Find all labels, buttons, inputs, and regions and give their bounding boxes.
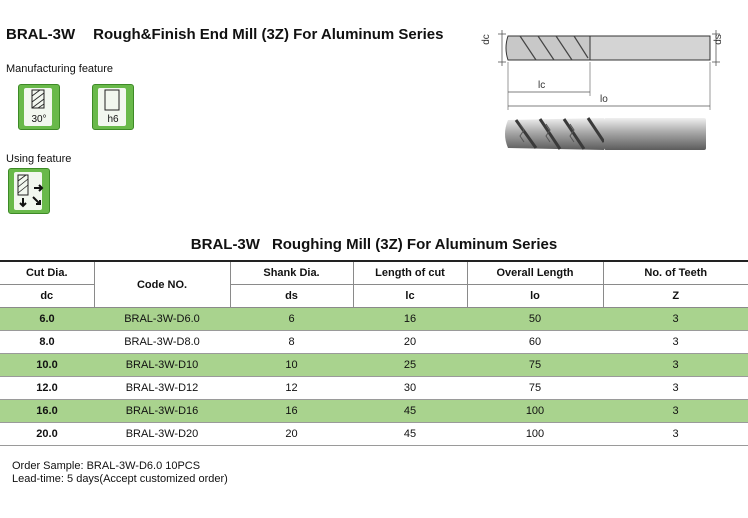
end-mill-photo (500, 112, 710, 156)
col-header-teeth: No. of Teeth (603, 261, 748, 285)
dim-dc-label: dc (480, 34, 492, 45)
manufacturing-feature-label: Manufacturing feature (6, 63, 114, 75)
cell-overall-length: 75 (467, 354, 603, 377)
cell-teeth: 3 (603, 423, 748, 446)
symbol-z: Z (603, 285, 748, 308)
cell-length-of-cut: 16 (353, 308, 467, 331)
dim-lc-label: lc (538, 80, 546, 91)
cell-shank-dia: 10 (230, 354, 353, 377)
cell-cut-dia: 8.0 (0, 331, 94, 354)
shank-tolerance-caption: h6 (107, 114, 119, 125)
cell-shank-dia: 8 (230, 331, 353, 354)
col-header-length-of-cut: Length of cut (353, 261, 467, 285)
cell-length-of-cut: 45 (353, 423, 467, 446)
cell-cut-dia: 10.0 (0, 354, 94, 377)
cell-length-of-cut: 25 (353, 354, 467, 377)
cell-length-of-cut: 45 (353, 400, 467, 423)
order-sample-text: Order Sample: BRAL-3W-D6.0 10PCS (12, 460, 201, 472)
cell-overall-length: 100 (467, 423, 603, 446)
cell-cut-dia: 6.0 (0, 308, 94, 331)
col-header-code-no: Code NO. (94, 261, 230, 308)
table-title-name: Roughing Mill (3Z) For Aluminum Series (271, 236, 558, 253)
cell-length-of-cut: 30 (353, 377, 467, 400)
cell-cut-dia: 16.0 (0, 400, 94, 423)
cell-shank-dia: 16 (230, 400, 353, 423)
table-row (0, 308, 748, 331)
col-header-overall-length: Overall Length (467, 261, 603, 285)
table-row (0, 331, 748, 354)
cell-code-no: BRAL-3W-D10 (94, 354, 230, 377)
helix-angle-caption: 30° (31, 114, 47, 125)
cell-teeth: 3 (603, 400, 748, 423)
cell-code-no: BRAL-3W-D12 (94, 377, 230, 400)
dim-lo-label: lo (600, 94, 608, 105)
cell-overall-length: 50 (467, 308, 603, 331)
cell-teeth: 3 (603, 308, 748, 331)
col-header-cut-dia: Cut Dia. (0, 261, 94, 285)
cutting-direction-icon (8, 168, 50, 214)
page-title (6, 26, 443, 43)
table-row (0, 400, 748, 423)
using-feature-label: Using feature (6, 153, 72, 165)
table-header-row (0, 261, 748, 285)
table-title (0, 236, 748, 253)
shank-tolerance-icon (92, 84, 134, 130)
cell-overall-length: 75 (467, 377, 603, 400)
helix-angle-icon (18, 84, 60, 130)
series-code: BRAL-3W (6, 26, 76, 43)
cell-overall-length: 100 (467, 400, 603, 423)
spec-table (0, 260, 748, 446)
cell-shank-dia: 20 (230, 423, 353, 446)
cell-cut-dia: 20.0 (0, 423, 94, 446)
cell-code-no: BRAL-3W-D6.0 (94, 308, 230, 331)
dim-ds-label: ds (712, 34, 724, 45)
cell-cut-dia: 12.0 (0, 377, 94, 400)
cell-code-no: BRAL-3W-D8.0 (94, 331, 230, 354)
table-title-code: BRAL-3W (190, 236, 260, 253)
symbol-dc: dc (0, 285, 94, 308)
symbol-ds: ds (230, 285, 353, 308)
cell-teeth: 3 (603, 354, 748, 377)
cell-teeth: 3 (603, 331, 748, 354)
series-name: Rough&Finish End Mill (3Z) For Aluminum Series (93, 26, 444, 43)
cell-length-of-cut: 20 (353, 331, 467, 354)
col-header-shank-dia: Shank Dia. (230, 261, 353, 285)
table-row (0, 423, 748, 446)
symbol-lo: lo (467, 285, 603, 308)
cell-code-no: BRAL-3W-D20 (94, 423, 230, 446)
cell-overall-length: 60 (467, 331, 603, 354)
table-row (0, 377, 748, 400)
cell-code-no: BRAL-3W-D16 (94, 400, 230, 423)
table-row (0, 354, 748, 377)
cell-shank-dia: 12 (230, 377, 353, 400)
lead-time-text: Lead-time: 5 days(Accept customized order) (12, 473, 228, 485)
cell-teeth: 3 (603, 377, 748, 400)
cell-shank-dia: 6 (230, 308, 353, 331)
symbol-lc: lc (353, 285, 467, 308)
order-notes (12, 460, 228, 486)
